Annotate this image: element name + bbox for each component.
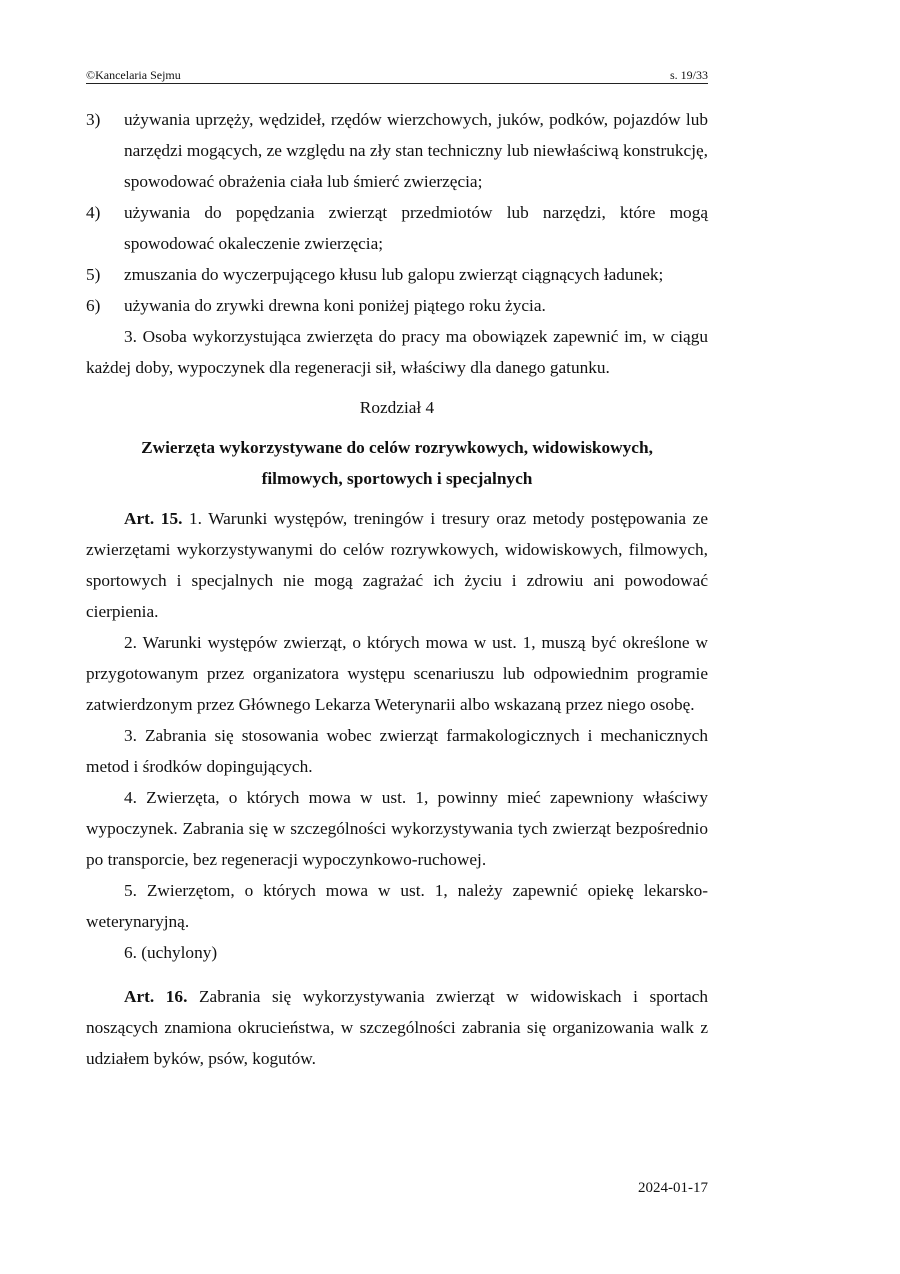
list-item-text: używania do zrywki drewna koni poniżej piątego roku życia.	[124, 296, 546, 315]
list-item-number: 5)	[86, 265, 101, 284]
list-item-text: używania do popędzania zwierząt przedmiotów lub narzędzi, które mogą spowodować okaleczenie zwierzęcia;	[124, 203, 708, 253]
article-label: Art. 15.	[124, 509, 183, 528]
list-item-number: 3)	[86, 110, 101, 129]
publisher-label: ©Kancelaria Sejmu	[86, 68, 181, 82]
chapter-title	[86, 432, 708, 494]
list-item-number: 6)	[86, 296, 101, 315]
list-item-text: zmuszania do wyczerpującego kłusu lub galopu zwierząt ciągnących ładunek;	[124, 265, 664, 284]
footer-date: 2024-01-17	[638, 1180, 708, 1196]
list-item-text: używania uprzęży, wędzideł, rzędów wierzchowych, juków, podków, pojazdów lub narzędzi mogących, ze względu na zły stan techniczny lub niewłaściwą konstrukcję, spowodować obrażenia ciała lub śmierć zwierzęcia;	[124, 110, 708, 191]
art15-paragraph-5: 5. Zwierzętom, o których mowa w ust. 1, należy zapewnić opiekę lekarsko-weterynaryjną.	[86, 881, 708, 931]
art15-paragraph-2: 2. Warunki występów zwierząt, o których mowa w ust. 1, muszą być określone w przygotowanym przez organizatora występu scenariuszu lub odpowiednim programie zatwierdzonym przez Głównego Lekarza Weterynarii albo wskazaną przez niego osobę.	[86, 633, 708, 714]
art15-paragraph-1	[86, 503, 708, 627]
article-label: Art. 16.	[124, 987, 188, 1006]
list-item-number: 4)	[86, 203, 101, 222]
paragraph-3: 3. Osoba wykorzystująca zwierzęta do pracy ma obowiązek zapewnić im, w ciągu każdej doby, wypoczynek dla regeneracji sił, właściwy dla danego gatunku.	[86, 327, 708, 377]
art15-paragraph-4: 4. Zwierzęta, o których mowa w ust. 1, powinny mieć zapewniony właściwy wypoczynek. Zabrania się w szczególności wykorzystywania tych zwierząt bezpośrednio po transporcie, bez regeneracji wypoczynkowo-ruchowej.	[86, 788, 708, 869]
document-body	[86, 104, 708, 1074]
list-item	[86, 104, 708, 197]
list-item	[86, 197, 708, 259]
page-header	[86, 68, 708, 84]
art15-paragraph-3: 3. Zabrania się stosowania wobec zwierząt farmakologicznych i mechanicznych metod i środków dopingujących.	[86, 726, 708, 776]
chapter-title-line: filmowych, sportowych i specjalnych	[261, 469, 533, 488]
chapter-title-line: Zwierzęta wykorzystywane do celów rozrywkowych, widowiskowych,	[141, 438, 653, 457]
article-text: 1. Warunki występów, treningów i tresury oraz metody postępowania ze zwierzętami wykorzystywanymi do celów rozrywkowych, widowiskowych, filmowych, sportowych i specjalnych nie mogą zagrażać ich życiu i zdrowiu ani powodować cierpienia.	[86, 509, 708, 621]
art16-paragraph	[86, 981, 708, 1074]
list-item	[86, 259, 708, 290]
chapter-label: Rozdział 4	[359, 398, 435, 417]
list-item	[86, 290, 708, 321]
art15-paragraph-6: 6. (uchylony)	[124, 943, 218, 962]
page-number: s. 19/33	[669, 68, 708, 82]
article-text: Zabrania się wykorzystywania zwierząt w widowiskach i sportach noszących znamiona okrucieństwa, w szczególności zabrania się organizowania walk z udziałem byków, psów, kogutów.	[86, 987, 708, 1068]
